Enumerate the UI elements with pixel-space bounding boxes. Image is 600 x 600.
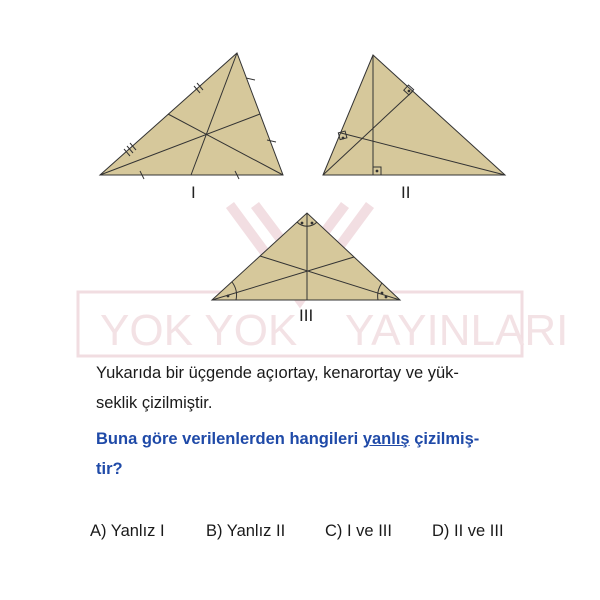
question-part-1: Buna göre verilenlerden hangileri	[96, 430, 363, 448]
statement-text	[96, 358, 526, 418]
choice-c-text: I ve III	[347, 522, 392, 540]
choice-d-letter: D)	[432, 522, 450, 540]
choice-c[interactable]	[325, 522, 392, 541]
triangle-i	[100, 53, 283, 179]
triangle-ii	[323, 55, 505, 175]
statement-line-2: seklik çizilmiştir.	[96, 394, 213, 412]
question-underlined-word: yanlış	[362, 430, 410, 448]
choice-b[interactable]	[206, 522, 285, 541]
figure-label-iii: III	[299, 306, 314, 325]
question-line-2: tir?	[96, 460, 123, 478]
choice-a[interactable]	[90, 522, 165, 541]
watermark-left-word: YOK YOK	[100, 306, 298, 355]
choice-a-text: Yanlız I	[110, 522, 165, 540]
choice-b-text: Yanlız II	[226, 522, 286, 540]
question-part-2: çizilmiş-	[409, 430, 480, 448]
choice-c-letter: C)	[325, 522, 343, 540]
choice-d[interactable]	[432, 522, 504, 541]
figure-label-i: I	[191, 183, 196, 202]
choice-d-text: II ve III	[454, 522, 504, 540]
triangle-iii	[212, 213, 400, 300]
choice-a-letter: A)	[90, 522, 107, 540]
figure-label-ii: II	[401, 183, 411, 202]
statement-line-1: Yukarıda bir üçgende açıortay, kenarortay ve yük-	[96, 364, 459, 382]
question-text	[96, 424, 536, 484]
watermark-right-word: YAYINLARI	[345, 306, 569, 355]
choice-b-letter: B)	[206, 522, 223, 540]
